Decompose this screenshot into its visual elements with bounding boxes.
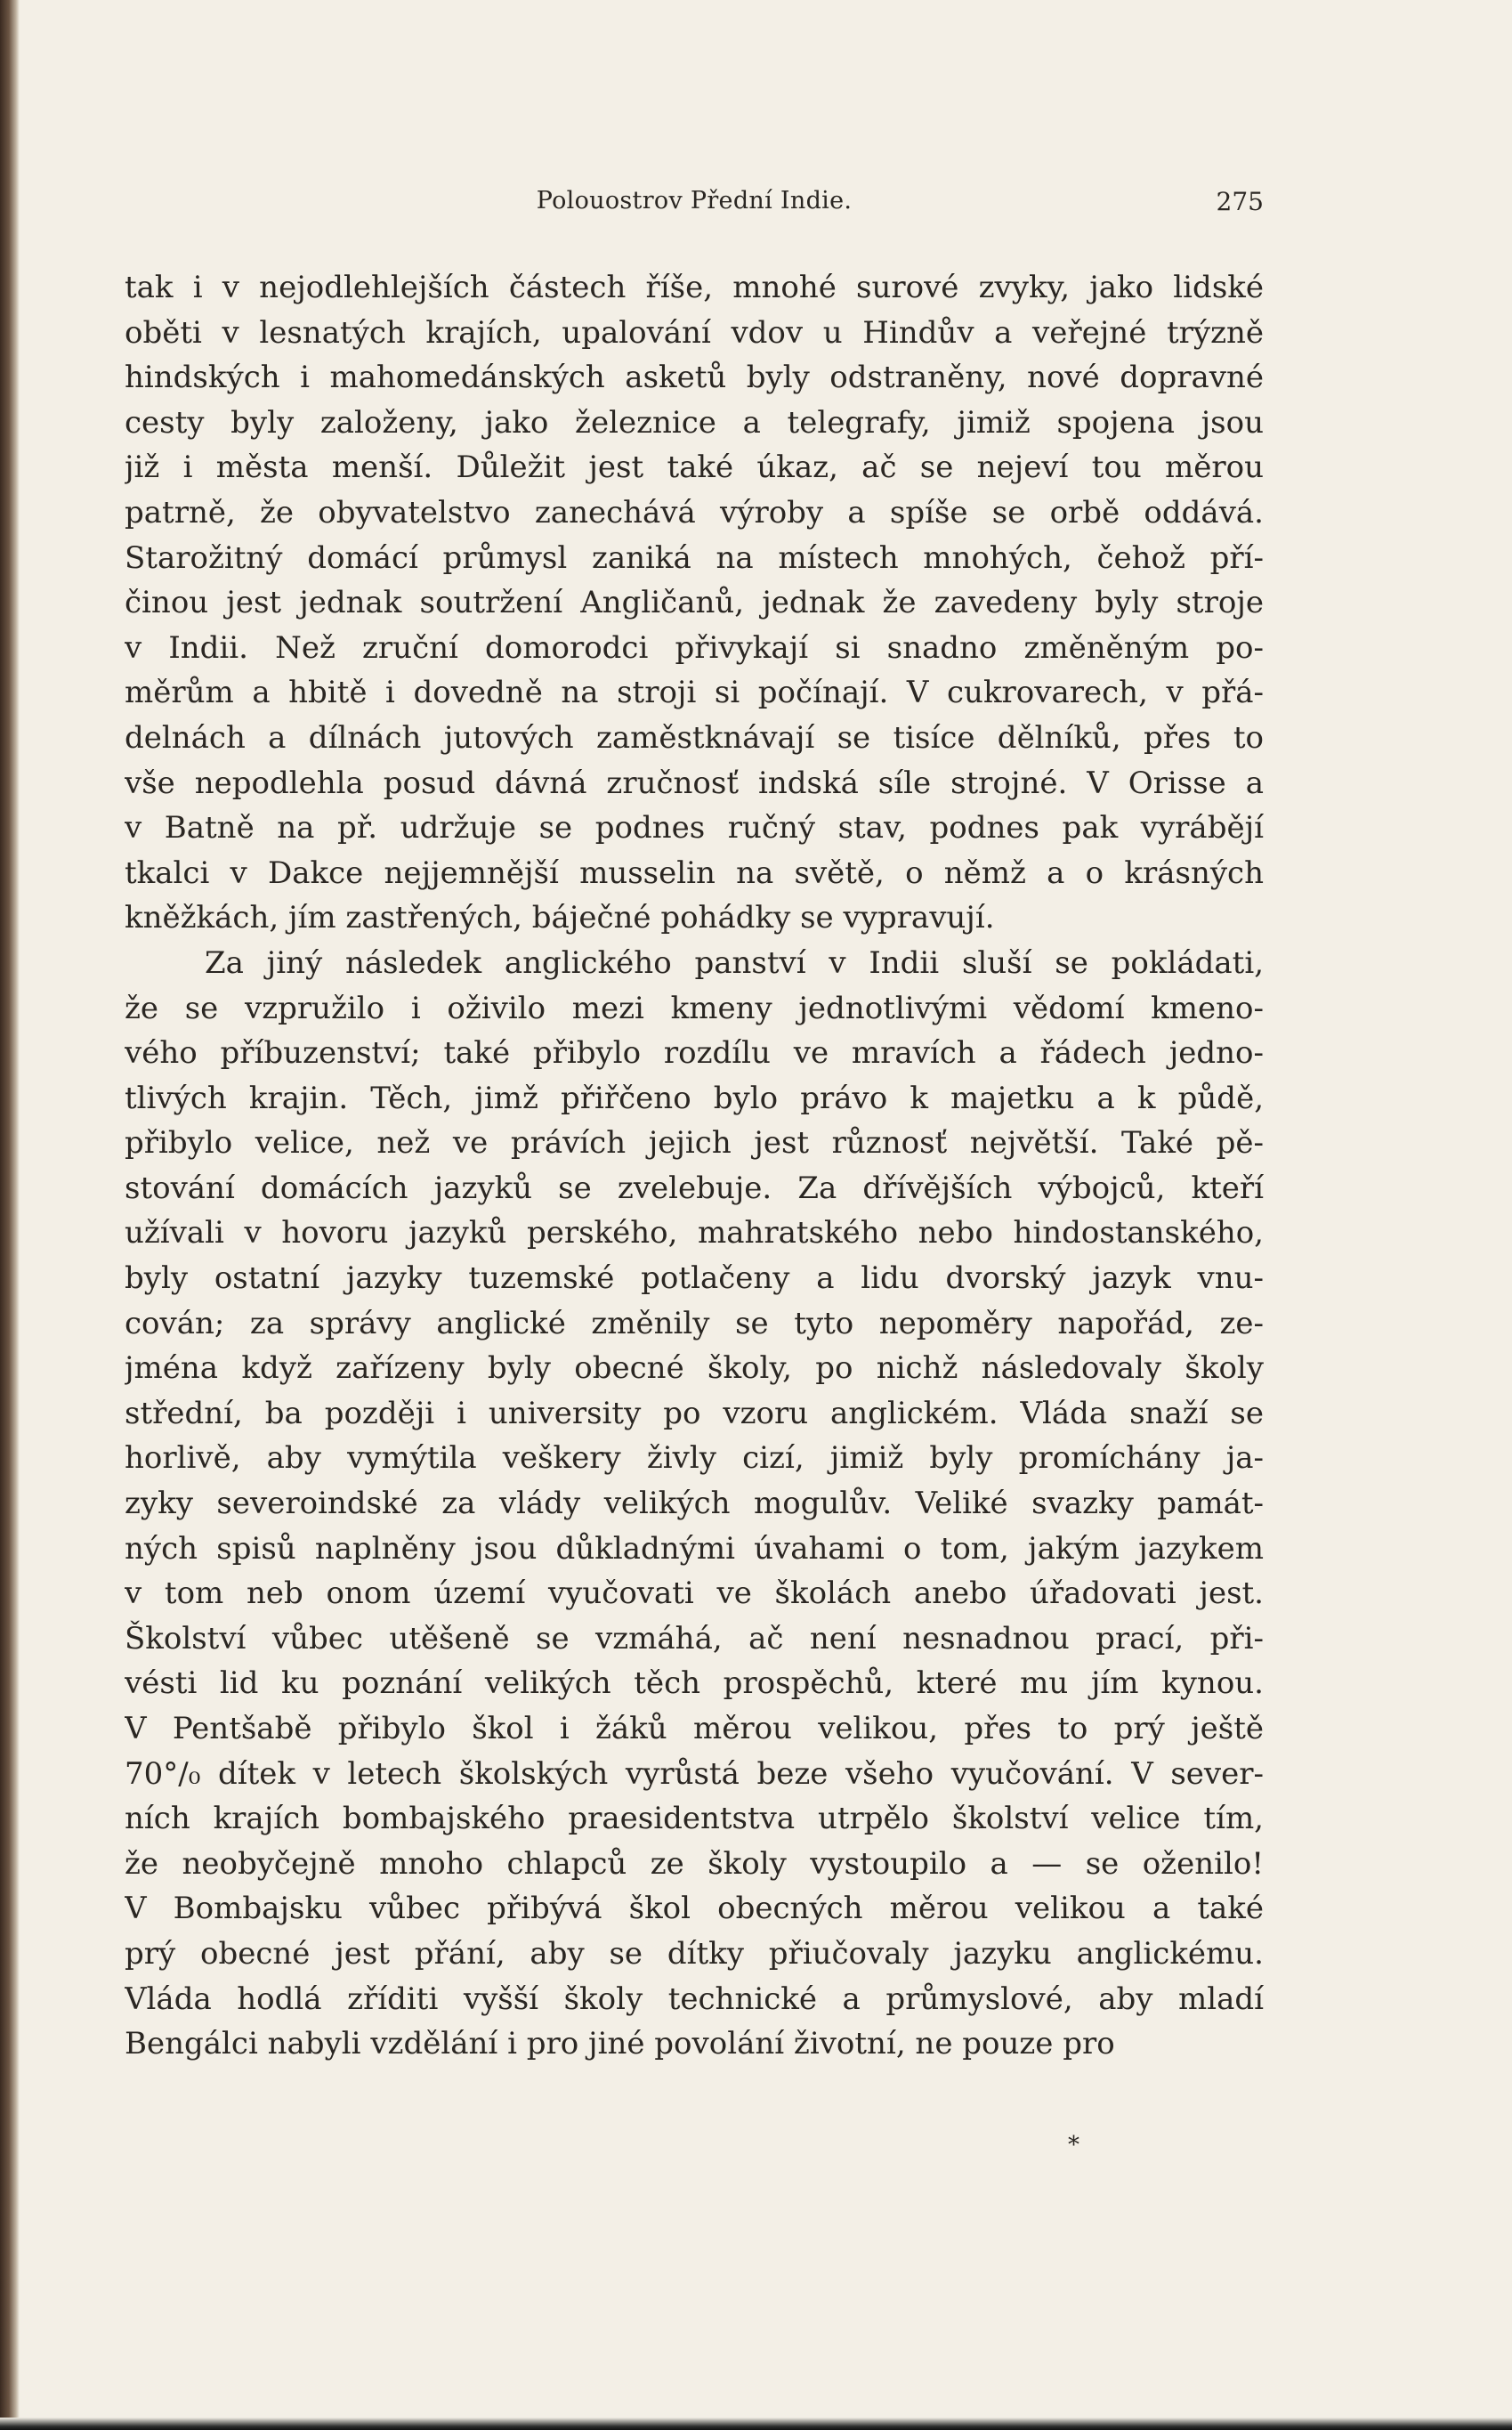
text-line: již i města menší. Důležit jest také úkaz, ač se nejeví tou měrou [125, 450, 1264, 486]
text-line: oběti v lesnatých krajích, upalování vdov u Hindův a veřejné trýzně [125, 314, 1264, 351]
text-line: horlivě, aby vymýtila veškery živly cizí, jimiž byly promíchány ja- [125, 1440, 1264, 1477]
text-line: Bengálci nabyli vzdělání i pro jiné povolání životní, ne pouze pro [125, 2026, 1115, 2062]
text-line: patrně, že obyvatelstvo zanechává výroby a spíše se orbě oddává. [125, 494, 1264, 531]
paragraph-end-line: kněžkách, jím zastřených, báječné pohádky se vypravují. [125, 900, 995, 936]
text-line: že se vzpružilo i oživilo mezi kmeny jednotlivými vědomí kmeno- [125, 990, 1264, 1026]
text-line: hindských i mahomedánských asketů byly odstraněny, nové dopravné [125, 360, 1264, 396]
scan-bottom-edge [0, 2418, 1512, 2430]
paragraph-start-line: Za jiný následek anglického panství v Indii sluší se pokládati, [205, 944, 1264, 981]
text-line: tkalci v Dakce nejjemnější musselin na světě, o němž a o krásných [125, 855, 1264, 891]
text-line: stování domácích jazyků se zvelebuje. Za dřívějších výbojců, kteří [125, 1170, 1264, 1206]
running-title: Polouostrov Přední Indie. [536, 187, 853, 215]
text-line: vého příbuzenství; také přibylo rozdílu ve mravích a řádech jedno- [125, 1035, 1264, 1072]
text-line: v Indii. Než zruční domorodci přivykají si snadno změněným po- [125, 629, 1264, 666]
text-line: vésti lid ku poznání velikých těch prospěchů, které mu jím kynou. [125, 1665, 1264, 1702]
signature-mark: * [1068, 2132, 1079, 2159]
text-line: přibylo velice, než ve právích jejich jest různosť největší. Také pě- [125, 1125, 1264, 1162]
text-line: byly ostatní jazyky tuzemské potlačeny a lidu dvorský jazyk vnu- [125, 1260, 1264, 1297]
text-line: jména když zařízeny byly obecné školy, po nichž následovaly školy [125, 1350, 1264, 1387]
body-text [125, 265, 1264, 2067]
text-line: V Bombajsku vůbec přibývá škol obecných měrou velikou a také [125, 1891, 1264, 1927]
page-header [125, 187, 1264, 223]
text-line: ných spisů naplněny jsou důkladnými úvahami o tom, jakým jazykem [125, 1530, 1264, 1567]
text-line: střední, ba později i university po vzoru anglickém. Vláda snaží se [125, 1395, 1264, 1431]
text-line: Vláda hodlá zříditi vyšší školy technické a průmyslové, aby mladí [125, 1980, 1264, 2017]
text-line: tlivých krajin. Těch, jimž přiřčeno bylo právo k majetku a k půdě, [125, 1080, 1264, 1116]
text-line: ních krajích bombajského praesidentstva utrpělo školství velice tím, [125, 1801, 1264, 1837]
text-line: tak i v nejodlehlejších částech říše, mnohé surové zvyky, jako lidské [125, 270, 1264, 305]
text-line: delnách a dílnách jutových zaměstknávají se tisíce dělníků, přes to [125, 719, 1264, 756]
text-line: V Pentšabě přibylo škol i žáků měrou velikou, přes to prý ještě [125, 1711, 1264, 1746]
text-line: že neobyčejně mnoho chlapců ze školy vystoupilo a — se oženilo! [125, 1845, 1264, 1882]
text-line: zyky severoindské za vlády velikých mogulův. Veliké svazky památ- [125, 1486, 1264, 1522]
text-line: vše nepodlehla posud dávná zručnosť indská síle strojné. V Orisse a [125, 765, 1264, 801]
text-line: 70°/₀ dítek v letech školských vyrůstá beze všeho vyučování. V sever- [125, 1755, 1264, 1792]
text-line: užívali v hovoru jazyků perského, mahratského nebo hindostanského, [125, 1215, 1264, 1251]
text-line: Starožitný domácí průmysl zaniká na místech mnohých, čehož pří- [125, 539, 1264, 576]
text-line: činou jest jednak soutržení Angličanů, jednak že zavedeny byly stroje [125, 585, 1264, 621]
text-line: měrům a hbitě i dovedně na stroji si počínají. V cukrovarech, v přá- [125, 675, 1264, 711]
book-binding-edge [0, 0, 20, 2430]
text-line: v Batně na př. udržuje se podnes ručný stav, podnes pak vyrábějí [125, 810, 1264, 846]
text-line: Školství vůbec utěšeně se vzmáhá, ač není nesnadnou prací, při- [125, 1620, 1264, 1656]
text-line: cesty byly založeny, jako železnice a telegrafy, jimiž spojena jsou [125, 404, 1264, 441]
text-line: v tom neb onom území vyučovati ve školách anebo úřadovati jest. [125, 1575, 1264, 1612]
page-number: 275 [1216, 187, 1264, 216]
text-line: cován; za správy anglické změnily se tyto nepoměry napořád, ze- [125, 1305, 1264, 1341]
text-line: prý obecné jest přání, aby se dítky přiučovaly jazyku anglickému. [125, 1935, 1264, 1972]
